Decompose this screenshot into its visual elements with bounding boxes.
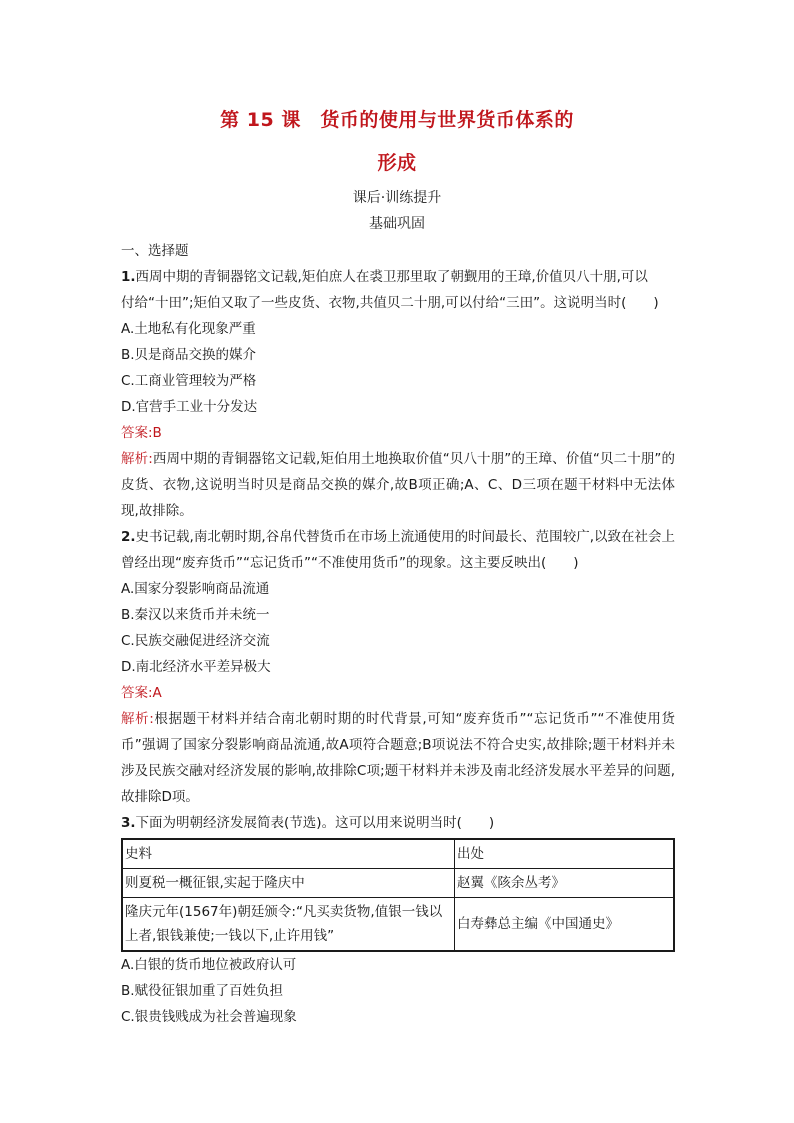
table-header-row <box>122 839 674 869</box>
q1-analysis: 解析:西周中期的青铜器铭文记载,矩伯用土地换取价值“贝八十朋”的王璋、价值“贝二十朋”的皮货、衣物,这说明当时贝是商品交换的媒介,故B项正确;A、C、D三项在题干材料中无法体现,故排除。 <box>121 451 675 519</box>
q3-option-c: C.银贵钱贱成为社会普遍现象 <box>121 1009 297 1025</box>
q2-option-c: C.民族交融促进经济交流 <box>121 633 270 649</box>
lesson-title-line1: 第 15 课 货币的使用与世界货币体系的 <box>220 109 574 131</box>
q3-source-table <box>121 838 675 952</box>
section-heading: 基础巩固 <box>369 216 425 232</box>
table-cell: 则夏税一概征银,实起于隆庆中 <box>122 869 455 898</box>
table-cell: 赵翼《陔余丛考》 <box>455 869 675 898</box>
q2-answer: 答案:A <box>121 685 162 701</box>
table-row <box>122 898 674 952</box>
q2-option-a: A.国家分裂影响商品流通 <box>121 581 270 597</box>
table-header-origin: 出处 <box>455 839 675 869</box>
table-row <box>122 869 674 898</box>
q1-option-c: C.工商业管理较为严格 <box>121 373 257 389</box>
lesson-title-line2: 形成 <box>377 152 417 174</box>
q2-stem: 2.史书记载,南北朝时期,谷帛代替货币在市场上流通使用的时间最长、范围较广,以致在社会上曾经出现“废弃货币”“忘记货币”“不准使用货币”的现象。这主要反映出( ) <box>121 529 675 571</box>
q1-option-b: B.贝是商品交换的媒介 <box>121 347 257 363</box>
q1-stem-line2: 付给“十田”;矩伯又取了一些皮货、衣物,共值贝二十朋,可以付给“三田”。这说明当时( ) <box>121 295 659 311</box>
q1-option-a: A.土地私有化现象严重 <box>121 321 256 337</box>
table-cell: 白寿彝总主编《中国通史》 <box>455 898 675 952</box>
part-heading: 一、选择题 <box>121 243 189 259</box>
table-header-source: 史料 <box>122 839 455 869</box>
questions-body <box>121 238 675 1030</box>
q2-analysis: 解析:根据题干材料并结合南北朝时期的时代背景,可知“废弃货币”“忘记货币”“不准使用货币”强调了国家分裂影响商品流通,故A项符合题意;B项说法不符合史实,故排除;题干材料并未涉及民族交融对经济发展的影响,故排除C项;题干材料并未涉及南北经济发展水平差异的问题,故排除D项。 <box>121 711 675 805</box>
subtitle: 课后·训练提升 <box>352 190 442 206</box>
q1-number: 1. <box>121 269 136 285</box>
q2-option-b: B.秦汉以来货币并未统一 <box>121 607 270 623</box>
table-cell: 隆庆元年(1567年)朝廷颁令:“凡买卖货物,值银一钱以上者,银钱兼使;一钱以下,止许用钱” <box>122 898 455 952</box>
q1-stem-line1: 1.西周中期的青铜器铭文记载,矩伯庶人在裘卫那里取了朝觐用的王璋,价值贝八十朋,可以 <box>121 269 648 285</box>
q2-option-d: D.南北经济水平差异极大 <box>121 659 271 675</box>
q1-option-d: D.官营手工业十分发达 <box>121 399 258 415</box>
q1-answer: 答案:B <box>121 425 162 441</box>
q3-stem: 3.下面为明朝经济发展简表(节选)。这可以用来说明当时( ) <box>121 815 495 831</box>
q3-number: 3. <box>121 815 136 831</box>
q2-number: 2. <box>121 529 136 545</box>
q3-option-a: A.白银的货币地位被政府认可 <box>121 957 297 973</box>
q3-option-b: B.赋役征银加重了百姓负担 <box>121 983 284 999</box>
